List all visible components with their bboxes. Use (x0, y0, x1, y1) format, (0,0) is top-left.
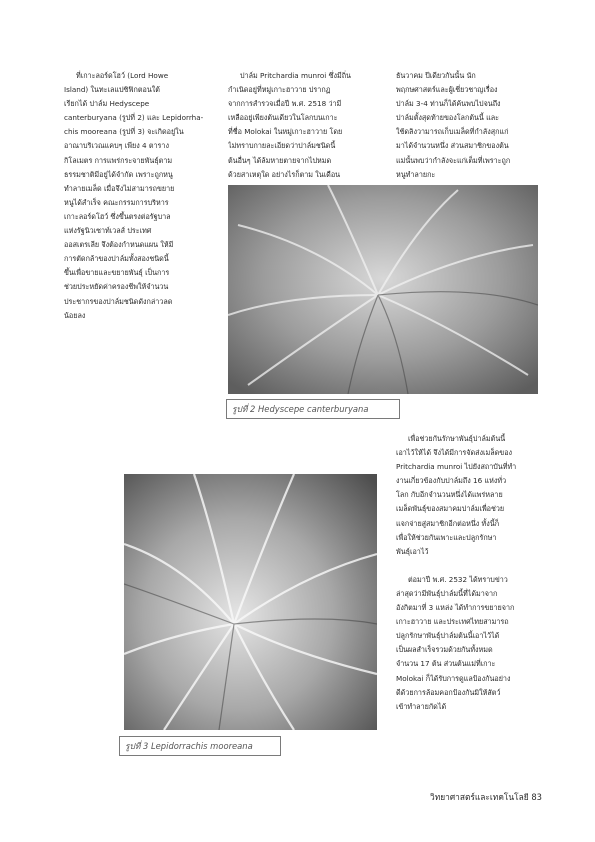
text-line: เพื่อให้ช่วยกันเพาะและปลูกรักษา (396, 532, 497, 542)
text-line: จากการสำรวจเมื่อปี พ.ศ. 2518 ว่ามี (228, 99, 342, 109)
text-line: โลก กับอีกจำนวนหนึ่งได้แพร่หลาย (396, 490, 503, 500)
text-line: ออสเตรเลีย จึงต้องกำหนดแผน ให้มี (64, 240, 174, 250)
text-line: เอาไว้ให้ได้ จึงได้มีการจัดส่งเมล็ดของ (396, 448, 513, 458)
text-line: หนูทำลายกะ (396, 169, 436, 179)
text-line: เป็นผลสำเร็จรวมด้วยกันทั้งหมด (396, 645, 493, 655)
text-line: ปาล์ม 3-4 ท่านก็ได้ค้นพบไปจนถึง (396, 99, 501, 109)
text-line: ขึ้นเพื่อขายและขยายพันธุ์ เป็นการ (64, 268, 170, 278)
text-line: พันธุ์เอาไว้ (396, 546, 429, 556)
text-line: มาได้จำนวนหนึ่ง ส่วนสมาชิกของต้น (396, 141, 509, 151)
text-line: ปาล์ม Pritchardia munroi ซึ่งมีถิ่น (240, 71, 351, 80)
text-line: แจกจ่ายสู่สมาชิกอีกต่อหนึ่ง ทั้งนี้ก็ (396, 518, 500, 528)
column-1-text (64, 69, 205, 323)
text-line: Molokai ก็ได้รับการดูแลป้องกันอย่าง (396, 673, 511, 683)
text-line: จำนวน 17 ต้น ส่วนต้นแม่ที่เกาะ (396, 659, 496, 669)
text-line: เกาะฮาวาย และประเทศไทยสามารถ (396, 617, 509, 627)
text-line: Pritchardia munroi ไปยังสถาบันที่ทำ (396, 462, 517, 472)
text-line: Island) ในทะเลแปซิฟิกตอนใต้ (64, 85, 160, 95)
text-line: ปลูกรักษาพันธุ์ปาล์มต้นนี้เอาไว้ได้ (396, 631, 500, 641)
column-4-text (396, 432, 540, 714)
text-line: เรียกได้ ปาล์ม Hedyscepe (64, 99, 150, 109)
text-line: ต่อมาปี พ.ศ. 2532 ได้ทราบข่าว (408, 574, 508, 584)
text-line: ต้นอื่นๆ ได้ล้มหายตายจากไปหมด (228, 155, 332, 165)
photo-lepidorrhachis-palm (124, 474, 377, 730)
text-line: งานเกี่ยวข้องกับปาล์มถึง 16 แห่งทั่ว (396, 476, 507, 486)
page-footer: วิทยาศาสตร์และเทคโนโลยี 83 (430, 792, 542, 802)
figure-3-caption: รูปที่ 3 Lepidorrachis mooreana (119, 736, 281, 756)
text-line: เข้าทำลายกัดได้ (396, 701, 447, 711)
text-line: ประชากรของปาล์มชนิดดังกล่าวลด (64, 296, 173, 306)
column-2-text (228, 69, 373, 182)
text-line: ธันวาคม ปีเดียวกันนั้น นัก (396, 71, 476, 80)
text-line: กิโลเมตร การแพร่กระจายพันธุ์ตาม (64, 155, 173, 165)
text-line: ด้วยสาเหตุใด อย่างไรก็ตาม ในเดือน (228, 169, 341, 179)
text-line: เมล็ดพันธุ์ของสมาคมปาล์มเพื่อช่วย (396, 504, 505, 514)
text-line: canterburyana (รูปที่ 2) และ Lepidorrha- (64, 113, 204, 123)
text-line: แม่นั้นพบว่ากำลังจะแก่เต็มที่เพราะถูก (396, 155, 511, 165)
paragraph-survey-result (396, 573, 540, 714)
text-line: เพื่อช่วยกันรักษาพันธุ์ปาล์มต้นนี้ (408, 434, 506, 443)
text-line: พฤกษศาสตร์และผู้เชี่ยวชาญเรื่อง (396, 85, 498, 95)
text-line: เกาะลอร์ดโฮว์ ซึ่งขึ้นตรงต่อรัฐบาล (64, 211, 171, 221)
text-line: ธรรมชาติมีอยู่ได้จำกัด เพราะถูกหนู (64, 169, 173, 179)
text-line: ที่ชื่อ Molokai ในหมู่เกาะฮาวาย โดย (228, 127, 343, 137)
text-line: กำเนิดอยู่ที่หมู่เกาะฮาวาย ปรากฏ (228, 85, 331, 95)
text-line: แห่งรัฐนิวเซาท์เวลส์ ประเทศ (64, 226, 152, 236)
text-line: ล่าสุดว่ามีพันธุ์ปาล์มนี้ที่ได้มาจาก (396, 588, 498, 598)
text-line: ทำลายเมล็ด เมื่อจึงไม่สามารถขยาย (64, 183, 175, 193)
text-line: ปาล์มตั้งสุดท้ายของโลกต้นนี้ และ (396, 113, 499, 123)
text-line: เหลืออยู่เพียงต้นเดียวในโลกบนเกาะ (228, 113, 338, 123)
paragraph-seed-distribution (396, 432, 540, 559)
text-line: ช่วยประหยัดค่าครองชีพให้จำนวน (64, 282, 169, 292)
text-line: chis mooreana (รูปที่ 3) จะเกิดอยู่ใน (64, 127, 184, 137)
figure-2-caption: รูปที่ 2 Hedyscepe canterburyana (226, 399, 400, 419)
photo-hedyscepe-palm (228, 185, 538, 394)
column-3-text (396, 69, 542, 182)
text-line: ที่เกาะลอร์ดโฮว์ (Lord Howe (76, 71, 169, 80)
text-line: หนูได้สำเร็จ คณะกรรมการบริหาร (64, 197, 169, 207)
text-line: อาณาบริเวณแคบๆ เพียง 4 ตาราง (64, 141, 169, 151)
text-line: น้อยลง (64, 310, 86, 320)
text-line: ไม่ทราบกายละเอียดว่าปาล์มชนิดนี้ (228, 141, 336, 151)
text-line: ใช้ดลิงวามารถเก็บเมล็ดที่กำลังสุกแก่ (396, 127, 509, 137)
palm-photo-illustration (228, 185, 538, 394)
palm-photo-illustration (124, 474, 377, 730)
text-line: การตัดกล้าของปาล์มทั้งสองชนิดนี้ (64, 254, 169, 264)
text-line: ดีด้วยการล้อมคอกป้องกันมิให้สัตว์ (396, 687, 501, 697)
text-line: อังกิตมาที่ 3 แหล่ง ได้ทำการขยายจาก (396, 603, 515, 613)
